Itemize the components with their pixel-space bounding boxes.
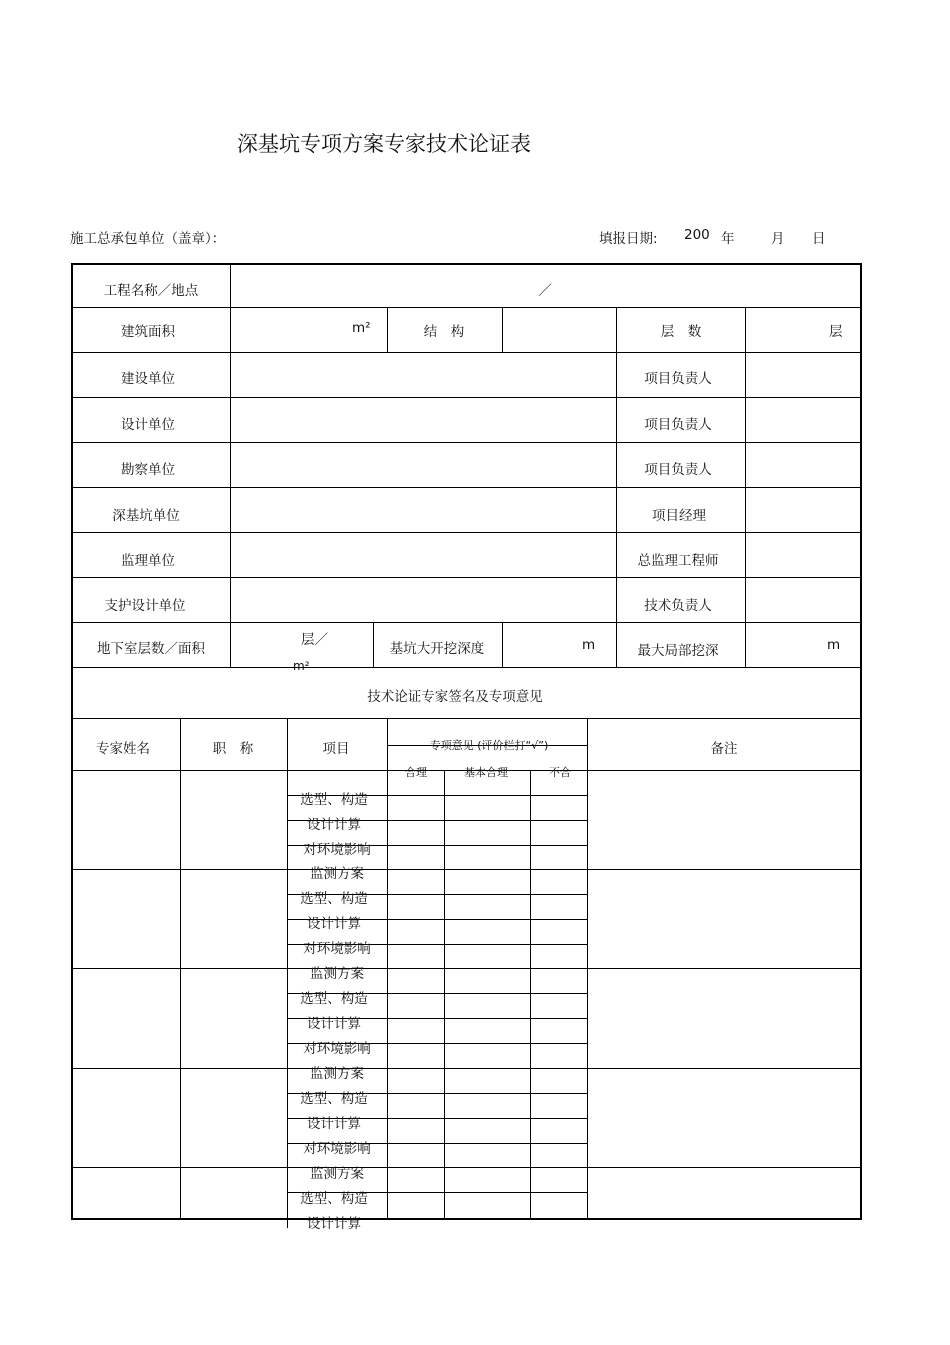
col-divider [616,352,617,622]
contractor-label: 施工总承包单位（盖章）： [70,231,226,247]
unit-label: 建设单位 [121,371,175,387]
item-label: 选型、构造 [300,1191,368,1207]
row-divider [71,532,860,533]
col-header-remark: 备注 [710,741,738,757]
item-label: 设计计算 [307,817,361,833]
opt-no: 不合 [549,766,571,779]
unit-right-label: 技术负责人 [644,598,712,614]
item-label: 设计计算 [307,1216,361,1232]
row-divider [71,667,860,668]
unit-label: 勘察单位 [121,462,175,478]
max-depth-label: 最大局部挖深 [637,643,719,659]
col-divider [616,307,617,352]
item-label: 监测方案 [310,1166,364,1182]
col-divider [745,307,746,668]
col-divider [444,770,445,1218]
col-divider [387,307,388,352]
floors-label: 层 数 [660,324,702,340]
row-divider [71,718,860,719]
col-divider [502,622,503,668]
col-header-item: 项目 [322,741,350,757]
expert-group-divider [71,968,860,969]
item-label: 对环境影响 [303,1041,371,1057]
item-label: 监测方案 [310,966,364,982]
item-label: 设计计算 [307,1116,361,1132]
experts-section-title: 技术论证专家签名及专项意见 [367,689,543,705]
unit-right-label: 项目负责人 [644,417,712,433]
unit-label: 深基坑单位 [112,508,180,524]
col-header-opinion: 专项意见 (评价栏打“√”) [429,739,549,752]
expert-group-divider [71,1167,860,1168]
date-year-unit: 年 [721,231,735,247]
item-label: 对环境影响 [303,941,371,957]
item-label: 监测方案 [310,866,364,882]
opt-ok: 合理 [405,766,427,779]
unit-right-label: 总监理工程师 [637,553,719,569]
date-month-unit: 月 [771,231,785,247]
item-label: 选型、构造 [300,891,368,907]
col-divider [502,307,503,352]
unit-right-label: 项目负责人 [644,371,712,387]
date-label: 填报日期: [599,231,658,247]
item-label: 设计计算 [307,916,361,932]
row-divider [71,487,860,488]
unit-label: 监理单位 [121,553,175,569]
row-divider [71,397,860,398]
row-divider [71,622,860,623]
building-area-unit: m² [352,320,371,336]
basement-label: 地下室层数／面积 [97,641,205,657]
depth-unit: m [582,637,596,653]
item-label: 监测方案 [310,1066,364,1082]
item-label: 选型、构造 [300,1091,368,1107]
building-area-label: 建筑面积 [121,324,175,340]
depth-label: 基坑大开挖深度 [389,641,485,657]
opt-basic: 基本合理 [464,766,508,779]
row-divider [71,307,860,308]
col-divider [373,622,374,668]
date-year: 200 [684,227,710,243]
item-label: 设计计算 [307,1016,361,1032]
unit-label: 设计单位 [121,417,175,433]
row-divider [71,577,860,578]
unit-right-label: 项目负责人 [644,462,712,478]
item-label: 选型、构造 [300,991,368,1007]
project-name-label: 工程名称／地点 [103,283,199,299]
item-label: 对环境影响 [303,1141,371,1157]
basement-unit-top: 层／ [301,632,328,648]
date-day-unit: 日 [812,231,826,247]
unit-label: 支护设计单位 [104,598,186,614]
floors-unit: 层 [829,324,843,340]
col-header-title: 职 称 [212,741,254,757]
row-divider [71,352,860,353]
max-depth-unit: m [827,637,841,653]
col-divider [530,770,531,1218]
item-label: 对环境影响 [303,842,371,858]
col-divider [230,263,231,668]
expert-group-divider [71,869,860,870]
expert-group-divider [71,1068,860,1069]
basement-unit-bottom: m² [293,659,310,673]
col-header-name: 专家姓名 [96,741,150,757]
project-name-separator: ／ [538,283,552,299]
page-title: 深基坑专项方案专家技术论证表 [237,132,531,156]
unit-right-label: 项目经理 [652,508,706,524]
item-label: 选型、构造 [300,792,368,808]
structure-label: 结 构 [423,324,465,340]
row-divider [71,442,860,443]
col-divider [616,622,617,668]
